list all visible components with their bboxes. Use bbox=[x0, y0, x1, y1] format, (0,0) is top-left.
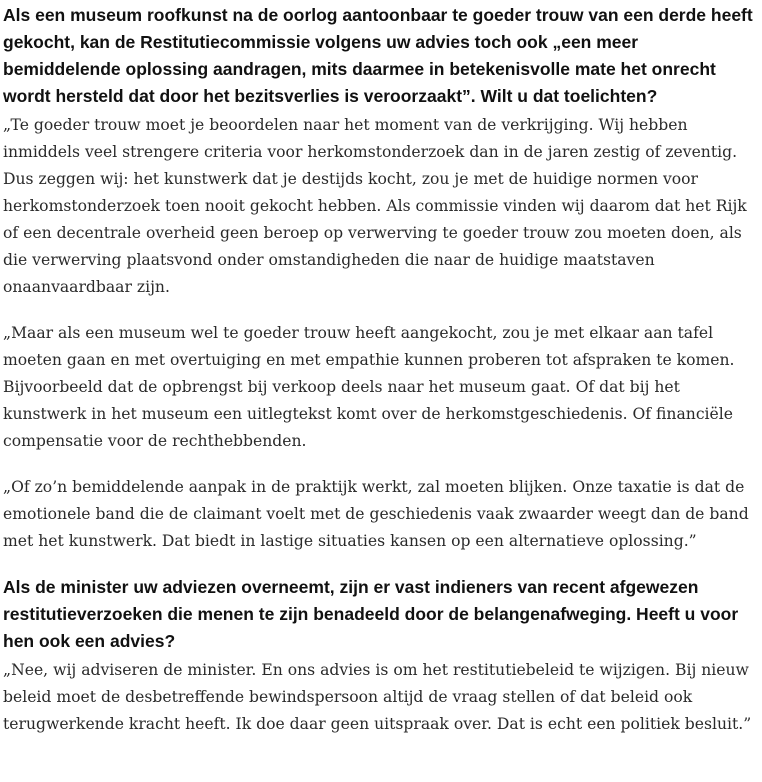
interview-question-1: Als een museum roofkunst na de oorlog aantoonbaar te goeder trouw van een derde heeft gekocht, kan de Restitutiecommissie volgens uw advies toch ook „een meer bemiddelende oplossing aandragen, mits daarmee in betekenisvolle mate het onrecht wordt hersteld dat door het bezitsverlies is veroorzaakt”. Wilt u dat toelichten? bbox=[3, 5, 753, 106]
interview-answer-1: „Te goeder trouw moet je beoordelen naar het moment van de verkrijging. Wij hebben inmiddels veel strengere criteria voor herkomstonderzoek dan in de jaren zestig of zeventig. Dus zeggen wij: het kunstwerk dat je destijds kocht, zou je met de huidige normen voor herkomstonderzoek toen nooit gekocht hebben. Als commissie vinden wij daarom dat het Rijk of een decentrale overheid geen beroep op verwerving te goeder trouw zou moeten doen, als die verwerving plaatsvond onder omstandigheden die naar de huidige maatstaven onaanvaardbaar zijn. bbox=[3, 116, 747, 296]
interview-answer-4: „Nee, wij adviseren de minister. En ons advies is om het restitutiebeleid te wijzigen. Bij nieuw beleid moet de desbetreffende bewindspersoon altijd de vraag stellen of dat beleid ook terugwerkende kracht heeft. Ik doe daar geen uitspraak over. Dat is echt een politiek besluit.” bbox=[3, 661, 752, 733]
article-body bbox=[3, 2, 759, 738]
interview-answer-2: „Maar als een museum wel te goeder trouw heeft aangekocht, zou je met elkaar aan tafel moeten gaan en met overtuiging en met empathie kunnen proberen tot afspraken te komen. Bijvoorbeeld dat de opbrengst bij verkoop deels naar het museum gaat. Of dat bij het kunstwerk in het museum een uitlegtekst komt over de herkomstgeschiedenis. Of financiële compensatie voor de rechthebbenden. bbox=[3, 324, 735, 450]
interview-question-2: Als de minister uw adviezen overneemt, zijn er vast indieners van recent afgewezen restitutieverzoeken die menen te zijn benadeeld door de belangenafweging. Heeft u voor hen ook een advies? bbox=[3, 577, 739, 651]
interview-answer-3: „Of zo’n bemiddelende aanpak in de praktijk werkt, zal moeten blijken. Onze taxatie is dat de emotionele band die de claimant voelt met de geschiedenis vaak zwaarder weegt dan de band met het kunstwerk. Dat biedt in lastige situaties kansen op een alternatieve oplossing.” bbox=[3, 478, 749, 550]
